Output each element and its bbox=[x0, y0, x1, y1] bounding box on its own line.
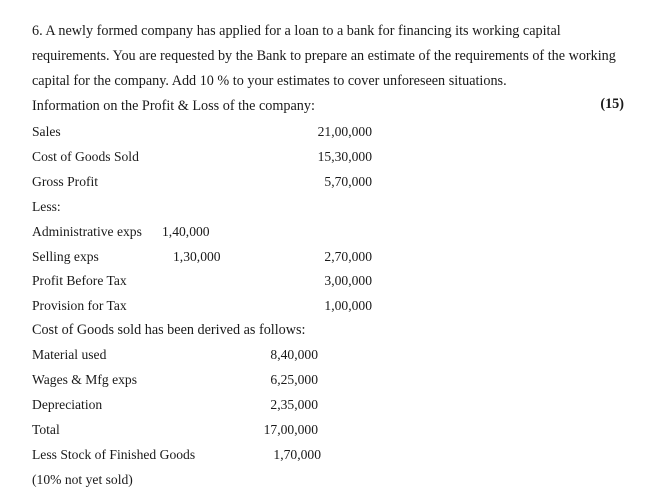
cogs-row-value: 17,00,000 bbox=[263, 422, 318, 437]
pl-row-total: 3,00,000 bbox=[324, 273, 372, 288]
pl-row-label: Selling exps bbox=[32, 249, 99, 264]
pl-row bbox=[32, 273, 632, 293]
pl-row-label: Profit Before Tax bbox=[32, 273, 127, 288]
pl-row-label: Provision for Tax bbox=[32, 298, 127, 313]
pl-row bbox=[32, 174, 632, 194]
pl-row-total: 5,70,000 bbox=[324, 174, 372, 189]
info-heading: Information on the Profit & Loss of the company: bbox=[32, 98, 315, 114]
question-text bbox=[32, 19, 632, 119]
pl-row-total: 21,00,000 bbox=[317, 124, 372, 139]
cogs-heading-text: Cost of Goods sold has been derived as follows: bbox=[32, 322, 306, 338]
pl-row bbox=[32, 224, 632, 244]
pl-row-label: Administrative exps bbox=[32, 224, 142, 239]
cogs-row bbox=[32, 422, 632, 442]
question-line: requirements. You are requested by the Bank to prepare an estimate of the requirements of the working bbox=[32, 48, 616, 64]
cogs-row-label: Depreciation bbox=[32, 397, 103, 412]
pl-row-label: Cost of Goods Sold bbox=[32, 149, 139, 164]
cogs-row-label: Wages & Mfg exps bbox=[32, 372, 137, 387]
pl-row-label: Gross Profit bbox=[32, 174, 99, 189]
pl-row-amount: 1,30,000 bbox=[173, 249, 221, 264]
pl-row-total: 15,30,000 bbox=[317, 149, 372, 164]
cogs-row-label: (10% not yet sold) bbox=[32, 472, 133, 487]
cogs-row bbox=[32, 347, 632, 367]
pl-row-label: Sales bbox=[32, 124, 61, 139]
cogs-heading bbox=[32, 322, 632, 342]
pl-row-total: 2,70,000 bbox=[324, 249, 372, 264]
cogs-row bbox=[32, 372, 632, 392]
pl-row-amount: 1,40,000 bbox=[162, 224, 210, 239]
cogs-row bbox=[32, 397, 632, 417]
cogs-row-label: Material used bbox=[32, 347, 107, 362]
pl-row-total: 1,00,000 bbox=[324, 298, 372, 313]
pl-row bbox=[32, 249, 632, 269]
pl-row-label: Less: bbox=[32, 199, 61, 214]
pl-row bbox=[32, 124, 632, 144]
cogs-row bbox=[32, 447, 632, 467]
cogs-row bbox=[32, 472, 632, 492]
question-line: 6. A newly formed company has applied for a loan to a bank for financing its working capital bbox=[32, 23, 561, 39]
pl-row bbox=[32, 149, 632, 169]
cogs-row-label: Less Stock of Finished Goods bbox=[32, 447, 196, 462]
pl-row bbox=[32, 199, 632, 219]
pl-row bbox=[32, 298, 632, 318]
cogs-row-value: 6,25,000 bbox=[270, 372, 318, 387]
cogs-row-value: 1,70,000 bbox=[273, 447, 321, 462]
marks-label: (15) bbox=[600, 96, 624, 112]
question-line: capital for the company. Add 10 % to your estimates to cover unforeseen situations. bbox=[32, 73, 507, 89]
cogs-row-label: Total bbox=[32, 422, 60, 437]
cogs-row-value: 2,35,000 bbox=[270, 397, 318, 412]
cogs-row-value: 8,40,000 bbox=[270, 347, 318, 362]
